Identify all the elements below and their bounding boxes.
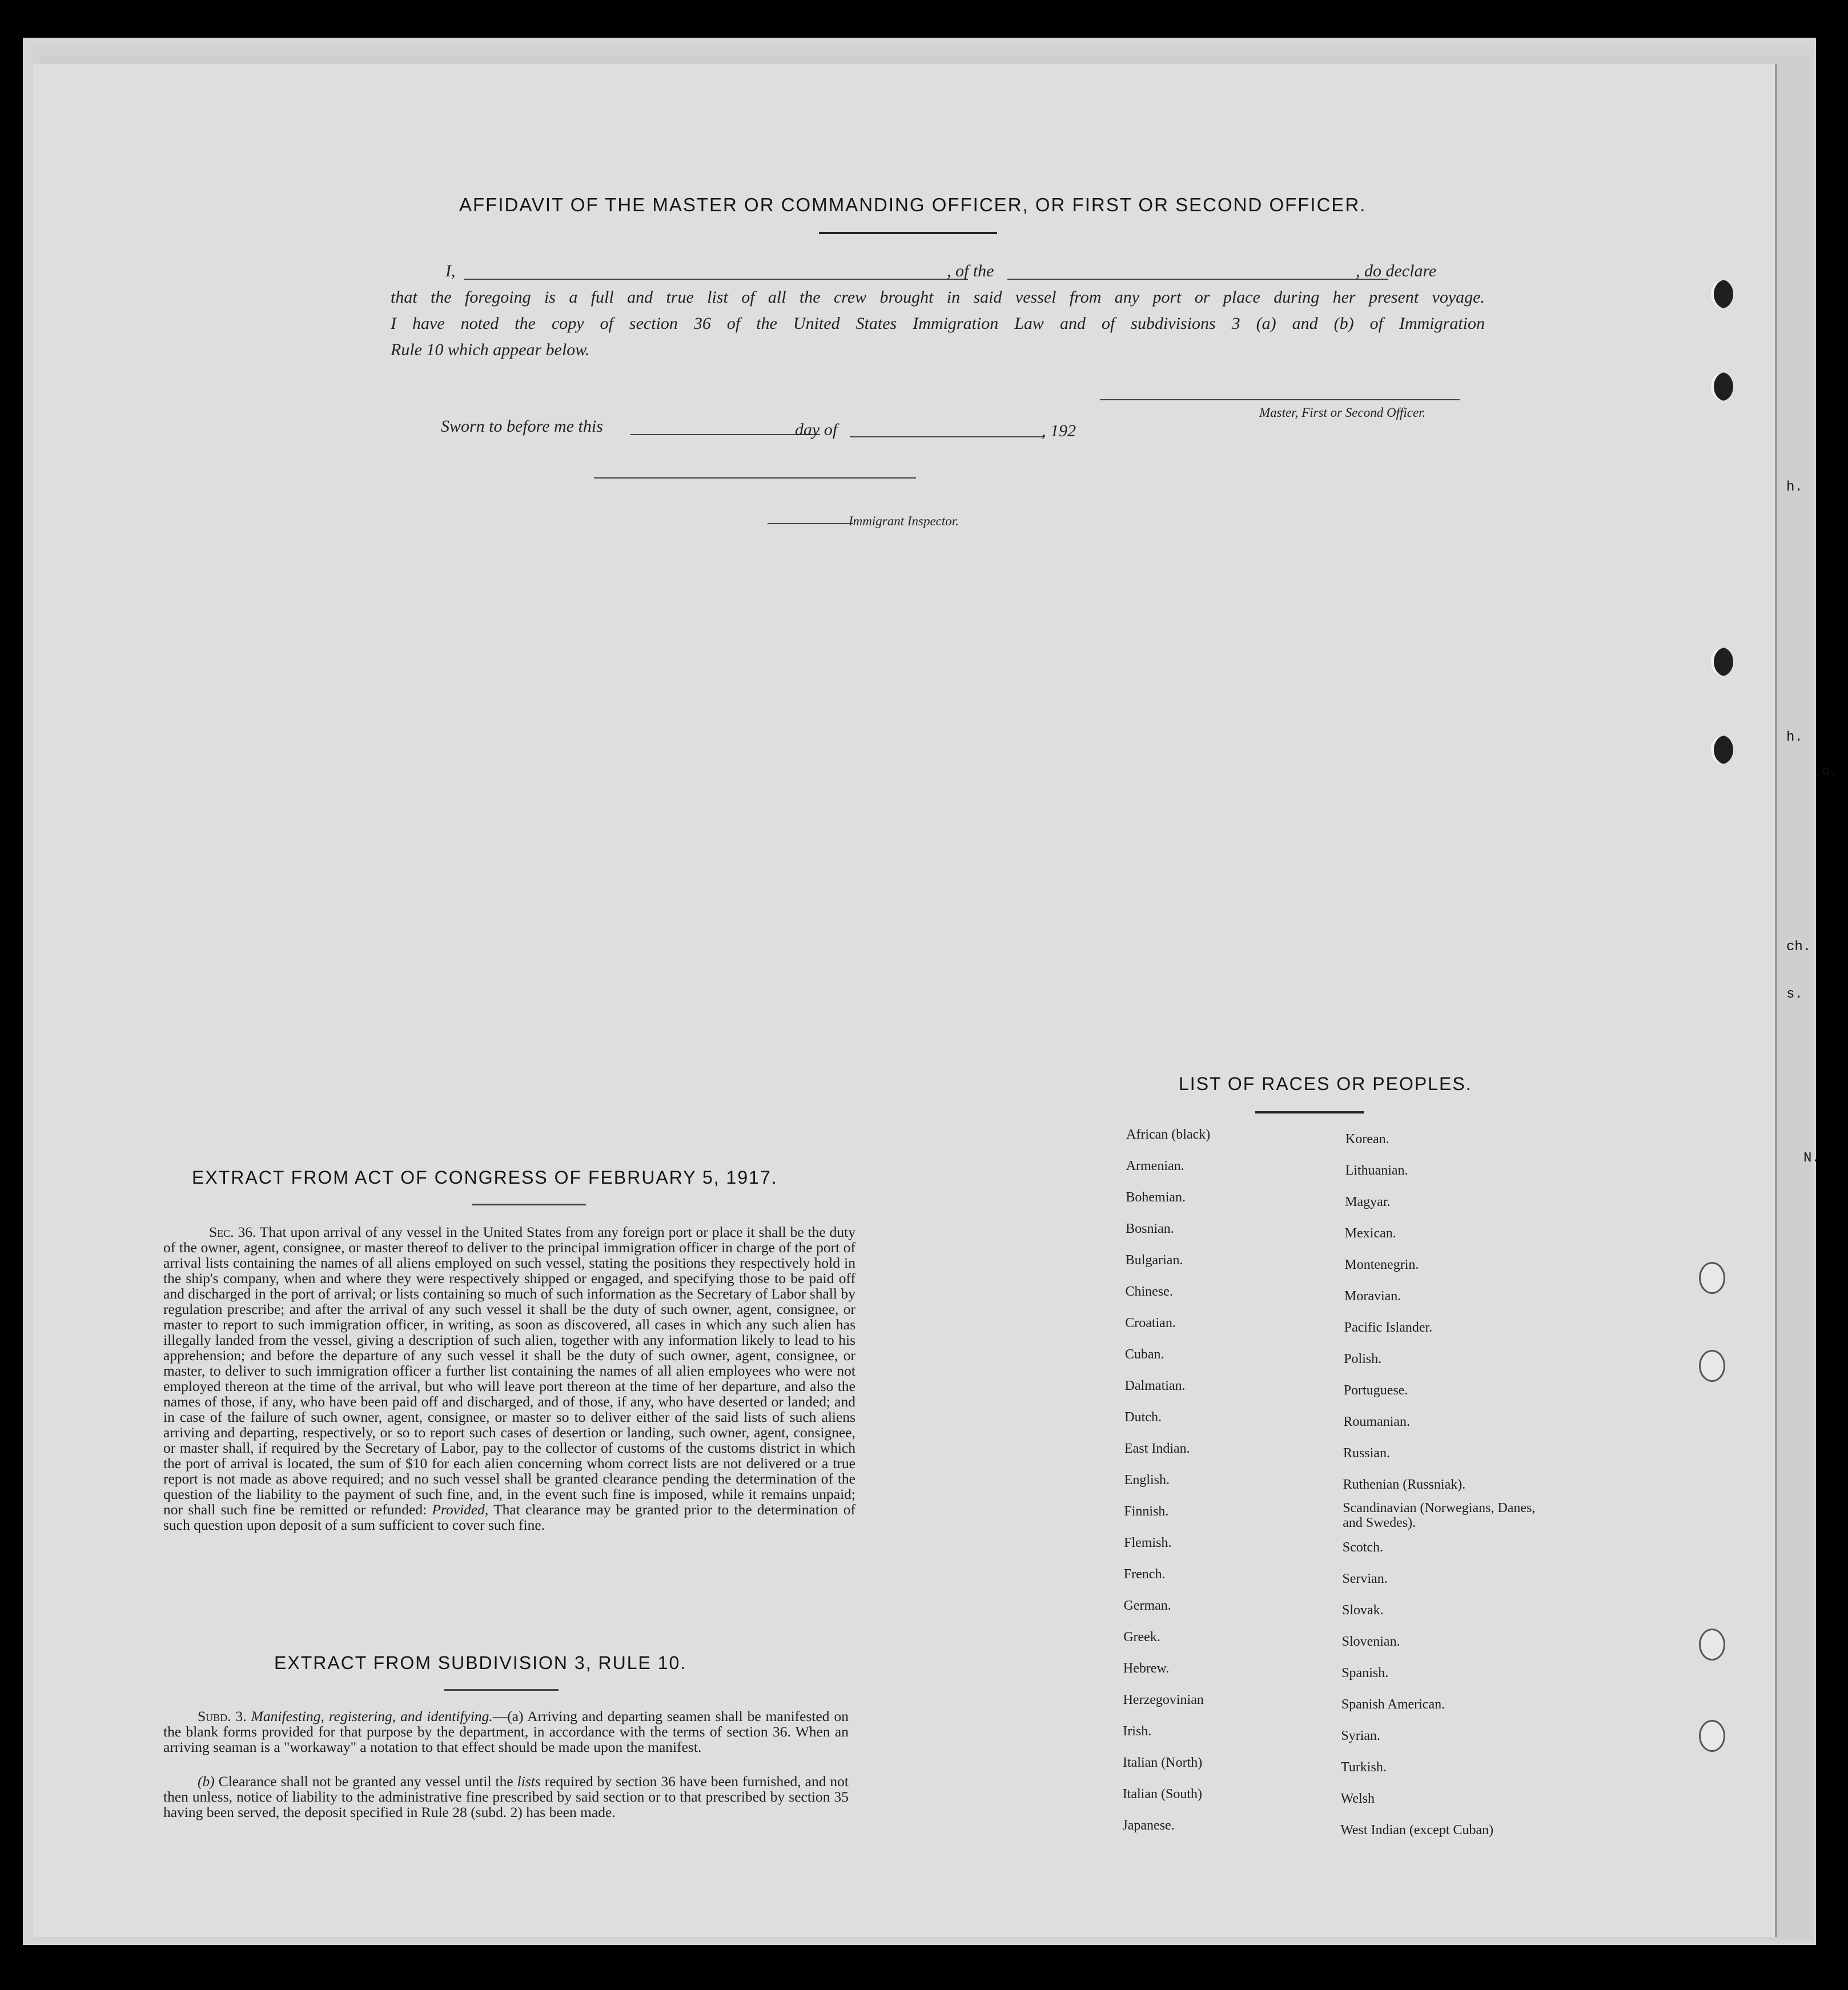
- race-item: Montenegrin.: [1344, 1257, 1419, 1272]
- races-title-underline: [1255, 1111, 1364, 1113]
- race-item: French.: [1123, 1567, 1166, 1582]
- punch-hole: [1699, 1629, 1725, 1661]
- race-item: Spanish American.: [1341, 1697, 1445, 1712]
- affidavit-line-3: I have noted the copy of section 36 of the United States Immigration Law and of subdivisions 3 (a) and (b) of Immigration: [391, 314, 1485, 333]
- subd-3-b-text: [163, 1774, 849, 1820]
- sworn-day-blank: [630, 434, 820, 435]
- affidavit-line-4: Rule 10 which appear below.: [391, 340, 590, 359]
- race-item: Portuguese.: [1343, 1383, 1408, 1398]
- race-item: Pacific Islander.: [1344, 1320, 1433, 1335]
- punch-hole: [1699, 1720, 1725, 1752]
- race-item: Greek.: [1123, 1630, 1160, 1645]
- race-item: African (black): [1126, 1127, 1211, 1142]
- race-item: Finnish.: [1124, 1504, 1169, 1519]
- race-item: Moravian.: [1344, 1289, 1401, 1304]
- races-title: LIST OF RACES OR PEOPLES.: [1179, 1074, 1472, 1094]
- section-body: That upon arrival of any vessel in the United States from any foreign port or place it shall be the duty of the owner, agent, consignee, or master thereof to deliver to the principal immigration officer in charge of the port of arrival lists containing the names of all aliens employed on such vessel, stating the positions they respectively hold in the ship's company, when and where they were respectively shipped or engaged, and specifying those to be paid off and discharged in the port of arrival; or lists containing so much of such information as the Secretary of Labor shall by regulation prescribe; and after the arrival of any such vessel it shall be the duty of such owner, agent, consignee, or master to report to such immigration officer, in writing, as soon as discovered, all cases in which any such alien has illegally landed from the vessel, giving a description of such alien, together with any information likely to lead to his apprehension; and before the departure of any such vessel it shall be the duty of such owner, agent, consignee, or master, to deliver to such immigration officer a further list containing the names of all alien employees who were not employed thereon at the time of the arrival, but who will leave port thereon at the time of her departure, and also the names of those, if any, who have been paid off and discharged, and of those, if any, who have deserted or landed; and in case of the failure of such owner, agent, consignee, or master so to deliver either of the said lists of such aliens arriving and departing, respectively, or so to report such cases of desertion or landing, such owner, agent, consignee, or master shall, if required by the Secretary of Labor, pay to the collector of customs of the customs district in which the port of arrival is located, the sum of $10 for each alien concerning whom correct lists are not delivered or a true report is not made as above required; and no such vessel shall be granted clearance pending the determination of the question of the liability to the payment of such fine, and, in the event such fine is imposed, while it remains unpaid; nor shall such fine be remitted or refunded:: [163, 1224, 856, 1518]
- affidavit-i-label: I,: [445, 262, 456, 280]
- subd-b-body-2: required by section 36 have been furnished, and not then unless, notice of liability to the administrative fine prescribed by said section or to that prescribed by section 35 having been served, the deposit specified in Rule 28 (subd. 2) has been made.: [163, 1773, 849, 1820]
- race-item: Italian (South): [1122, 1787, 1202, 1802]
- punch-hole: [1710, 280, 1733, 308]
- race-item: Welsh: [1340, 1791, 1375, 1806]
- race-item: Scotch.: [1342, 1540, 1384, 1555]
- race-item: Bosnian.: [1126, 1221, 1174, 1236]
- race-item: East Indian.: [1124, 1441, 1190, 1456]
- provided-label: Provided,: [432, 1501, 489, 1518]
- subd-a-body: Arriving and departing seamen shall be manifested on the blank forms provided for that purpose by the department, in accordance with the terms of section 36. When an arriving seaman is a "workaway" a notation to that effect should be made upon the manifest.: [163, 1708, 849, 1755]
- race-item: Dutch.: [1124, 1410, 1162, 1425]
- race-item: Lithuanian.: [1345, 1163, 1408, 1178]
- subd-3-a-text: [163, 1708, 849, 1755]
- race-item: Hebrew.: [1123, 1661, 1170, 1676]
- margin-fragment: o.: [1822, 764, 1838, 779]
- race-item: Scandinavian (Norwegians, Danes, and Swedes).: [1343, 1501, 1536, 1530]
- race-item: Ruthenian (Russniak).: [1343, 1477, 1466, 1492]
- section-36-text: [163, 1224, 855, 1533]
- inspector-signature-line: [594, 477, 916, 479]
- punch-hole: [1699, 1350, 1725, 1382]
- affidavit-of-the-label: , of the: [947, 262, 994, 280]
- name-blank: [464, 279, 968, 280]
- rule-extract-title: EXTRACT FROM SUBDIVISION 3, RULE 10.: [274, 1653, 687, 1673]
- margin-fragment: h.: [1786, 480, 1803, 495]
- punch-hole: [1710, 648, 1733, 676]
- race-item: Spanish.: [1341, 1666, 1389, 1681]
- subd-b-lists: lists: [517, 1773, 541, 1790]
- race-item: Dalmatian.: [1124, 1378, 1186, 1393]
- race-item: Turkish.: [1341, 1760, 1387, 1775]
- inspector-caption: Immigrant Inspector.: [849, 514, 959, 528]
- punch-hole: [1710, 372, 1733, 401]
- race-item: Slovenian.: [1341, 1634, 1400, 1649]
- punch-hole: [1710, 735, 1733, 764]
- vessel-blank: [1007, 279, 1388, 280]
- day-of-label: day of: [795, 420, 838, 439]
- master-signature-line: [1100, 399, 1460, 400]
- race-item: Roumanian.: [1343, 1414, 1411, 1429]
- subd-b-label: (b): [198, 1773, 215, 1790]
- affidavit-declare-label: , do declare: [1356, 262, 1437, 280]
- race-item: Syrian.: [1341, 1728, 1381, 1743]
- race-item: Armenian.: [1126, 1159, 1184, 1173]
- sworn-month-blank: [850, 436, 1044, 437]
- race-item: Croatian.: [1125, 1316, 1176, 1330]
- race-item: Magyar.: [1345, 1195, 1391, 1209]
- race-item: Slovak.: [1342, 1603, 1384, 1618]
- race-item: Bohemian.: [1126, 1190, 1186, 1205]
- year-label: , 192: [1042, 421, 1076, 440]
- race-item: West Indian (except Cuban): [1340, 1823, 1494, 1838]
- race-item: English.: [1124, 1473, 1170, 1488]
- race-item: Russian.: [1343, 1446, 1391, 1461]
- rule-title-underline: [444, 1689, 559, 1691]
- subd-label: Subd. 3.: [198, 1708, 247, 1724]
- race-item: Japanese.: [1122, 1818, 1175, 1833]
- margin-fragment: s.: [1786, 987, 1803, 1002]
- manifest-sheet: [33, 64, 1777, 1937]
- race-item: Polish.: [1344, 1352, 1382, 1366]
- master-caption: Master, First or Second Officer.: [1259, 405, 1426, 420]
- race-item: Flemish.: [1124, 1535, 1172, 1550]
- title-underline: [819, 232, 997, 234]
- margin-fragment: ch.: [1786, 939, 1811, 955]
- sworn-label: Sworn to before me this: [441, 417, 603, 436]
- act-title-underline: [472, 1204, 586, 1205]
- punch-hole: [1699, 1262, 1725, 1294]
- race-item: Korean.: [1345, 1132, 1389, 1147]
- race-item: Servian.: [1342, 1571, 1388, 1586]
- section-body-end: That clearance may be granted prior to the determination of such question upon deposit of a sum sufficient to cover such fine.: [163, 1501, 855, 1533]
- margin-fragment: h.: [1786, 730, 1803, 745]
- race-item: Italian (North): [1123, 1755, 1203, 1770]
- race-item: Herzegovinian: [1123, 1692, 1204, 1707]
- subd-heading: Manifesting, registering, and identifying.: [251, 1708, 493, 1724]
- race-item: Bulgarian.: [1125, 1253, 1183, 1268]
- affidavit-line-2: that the foregoing is a full and true list of all the crew brought in said vessel from any port or place during her present voyage.: [391, 288, 1485, 307]
- race-item: Irish.: [1123, 1724, 1152, 1739]
- inspector-lead-line: [768, 523, 853, 524]
- race-item: German.: [1123, 1598, 1171, 1613]
- margin-fragment: N.: [1803, 1151, 1820, 1166]
- section-label: Sec. 36.: [209, 1224, 256, 1240]
- subd-b-body-1: Clearance shall not be granted any vessel until the: [218, 1773, 513, 1790]
- race-item: Chinese.: [1125, 1284, 1173, 1299]
- act-extract-title: EXTRACT FROM ACT OF CONGRESS OF FEBRUARY 5, 1917.: [192, 1167, 778, 1188]
- affidavit-title: AFFIDAVIT OF THE MASTER OR COMMANDING OFFICER, OR FIRST OR SECOND OFFICER.: [459, 194, 1367, 215]
- race-item: Mexican.: [1344, 1226, 1396, 1241]
- race-item: Cuban.: [1124, 1347, 1164, 1362]
- subd-a-label: —(a): [492, 1708, 524, 1724]
